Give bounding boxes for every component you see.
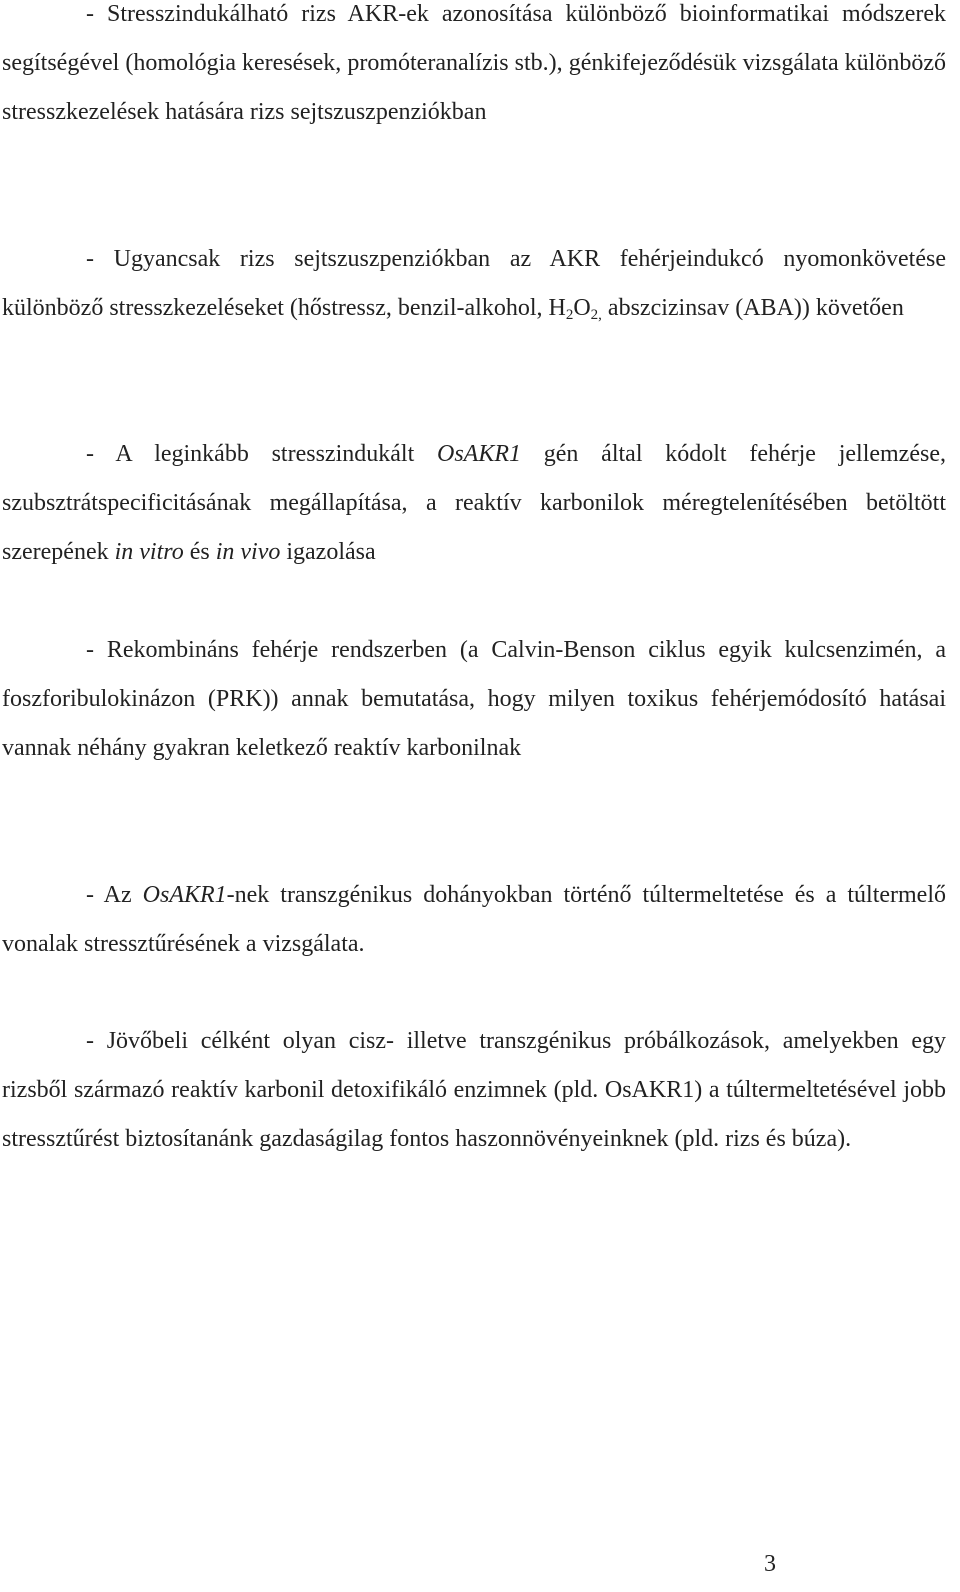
italic-term: in vivo xyxy=(215,539,281,565)
paragraph-text: - Stresszindukálható rizs AKR-ek azonosítása különböző bioinformatikai módszerek segítségével (homológia keresések, promóteranalízis stb.), génkifejeződésük vizsgálata különböző stresszkezelések hatására rizs sejtszuszpenziókban xyxy=(2,1,946,125)
paragraph-text: igazolása xyxy=(280,539,376,565)
paragraph-osakr1-characterization xyxy=(2,430,946,577)
paragraph-text: - A leginkább stresszindukált xyxy=(86,441,437,467)
paragraph-text: - Ugyancsak rizs sejtszuszpenziókban az AKR fehérjeindukcó nyomonkövetése különböző stresszkezeléseket (hőstressz, benzil-alkohol, H xyxy=(2,246,946,321)
gene-name-italic: OsAKR1 xyxy=(142,882,227,908)
italic-term: in vitro xyxy=(114,539,184,565)
paragraph-future-goals xyxy=(2,1017,946,1164)
paragraph-text: -nek transzgénikus dohányokban történő túltermeltetése és a túltermelő vonalak stressztűrésének a vizsgálata. xyxy=(2,882,947,957)
paragraph-stress-inducible-akr xyxy=(2,0,946,137)
paragraph-transgenic-tobacco xyxy=(2,871,946,969)
paragraph-text: - Jövőbeli célként olyan cisz- illetve transzgénikus próbálkozások, amelyekben egy rizsből származó reaktív karbonil detoxifikáló enzimnek (pld. OsAKR1) a túltermeltetésével jobb stressztűrést biztosítanánk gazdaságilag fontos haszonnövényeinknek (pld. rizs és búza). xyxy=(2,1028,946,1152)
paragraph-text: - Az xyxy=(86,882,143,908)
paragraph-akr-protein-induction xyxy=(2,235,946,336)
page-number: 3 xyxy=(764,1551,776,1577)
paragraph-text: O xyxy=(573,295,591,321)
paragraph-text: abszcizinsav (ABA)) követően xyxy=(601,295,904,321)
paragraph-text: gén által kódolt fehérje jellemzése, szubsztrátspecificitásának megállapítása, a reaktív karbonilok méregtelenítésében betöltött szerepének xyxy=(2,441,946,565)
paragraph-text: - Rekombináns fehérje rendszerben (a Calvin-Benson ciklus egyik kulcsenzimén, a foszforibulokinázon (PRK)) annak bemutatása, hogy milyen toxikus fehérjemódosító hatásai vannak néhány gyakran keletkező reaktív karbonilnak xyxy=(2,637,946,761)
gene-name-italic: OsAKR1 xyxy=(437,441,521,467)
paragraph-text: és xyxy=(183,539,216,565)
paragraph-recombinant-protein xyxy=(2,626,946,773)
subscript: 2 xyxy=(565,307,574,323)
subscript: 2, xyxy=(590,307,602,323)
